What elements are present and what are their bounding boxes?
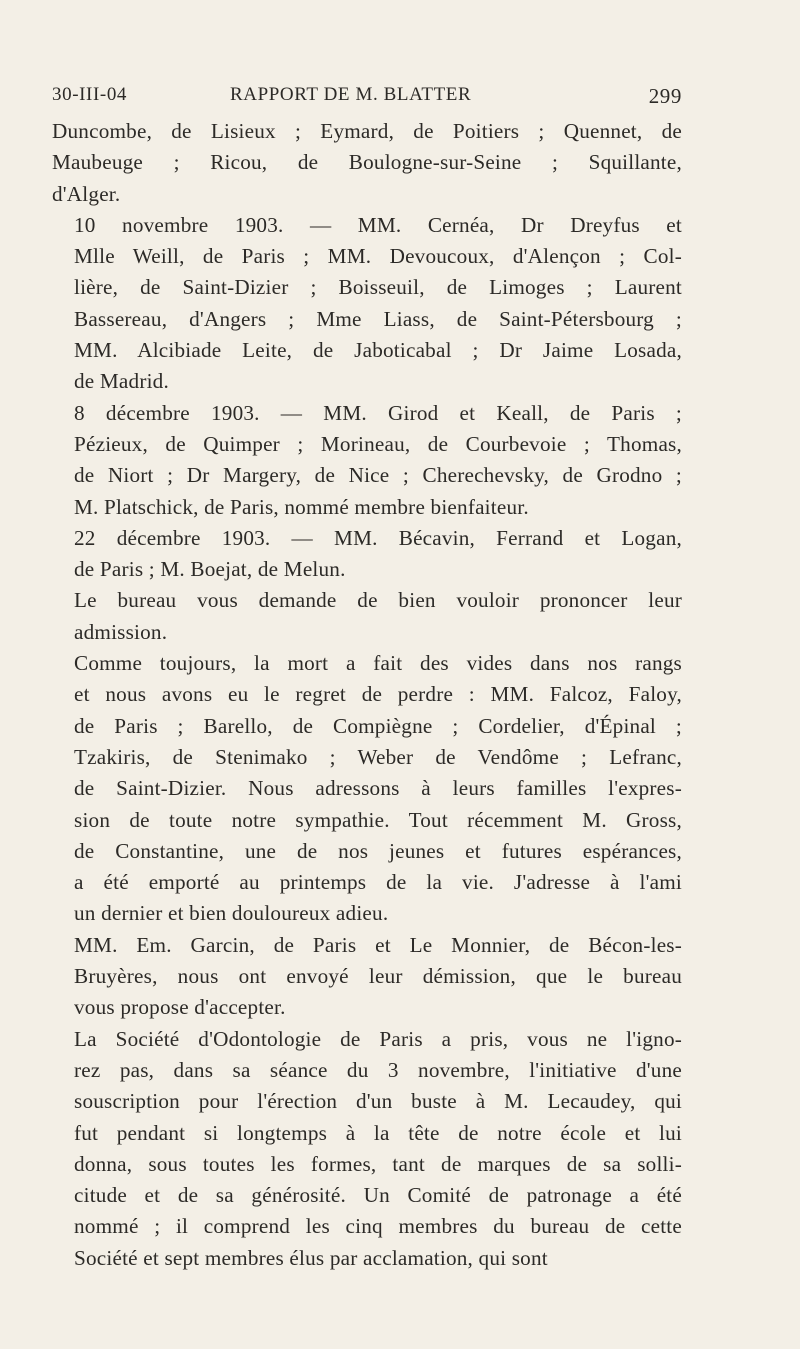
text-line: donna, sous toutes les formes, tant de marques de sa solli- bbox=[74, 1151, 682, 1176]
body-text bbox=[52, 116, 682, 1274]
text-line: a été emporté au printemps de la vie. J'adresse à l'ami bbox=[74, 870, 682, 895]
text-line: Duncombe, de Lisieux ; Eymard, de Poitiers ; Quennet, de bbox=[52, 119, 682, 143]
paragraph bbox=[52, 398, 682, 523]
paragraph bbox=[52, 648, 682, 930]
text-line: de Paris ; Barello, de Compiègne ; Cordelier, d'Épinal ; bbox=[74, 713, 682, 738]
text-line: un dernier et bien douloureux adieu. bbox=[74, 901, 389, 926]
text-line: sion de toute notre sympathie. Tout récemment M. Gross, bbox=[74, 807, 682, 832]
text-line: et nous avons eu le regret de perdre : MM. Falcoz, Faloy, bbox=[74, 682, 682, 707]
text-line: Bassereau, d'Angers ; Mme Liass, de Saint-Pétersbourg ; bbox=[74, 306, 682, 331]
text-line: rez pas, dans sa séance du 3 novembre, l'initiative d'une bbox=[74, 1057, 682, 1082]
text-line: fut pendant si longtemps à la tête de notre école et lui bbox=[74, 1120, 682, 1145]
paragraph bbox=[52, 585, 682, 648]
text-line: de Niort ; Dr Margery, de Nice ; Cherechevsky, de Grodno ; bbox=[74, 463, 682, 488]
text-line: M. Platschick, de Paris, nommé membre bienfaiteur. bbox=[74, 494, 529, 519]
text-line: souscription pour l'érection d'un buste à M. Lecaudey, qui bbox=[74, 1089, 682, 1114]
text-line: Tzakiris, de Stenimako ; Weber de Vendôme ; Lefranc, bbox=[74, 744, 682, 769]
text-line: vous propose d'accepter. bbox=[74, 995, 286, 1020]
header-date: 30-III-04 bbox=[52, 84, 128, 105]
text-line: d'Alger. bbox=[52, 181, 121, 206]
paragraph bbox=[52, 930, 682, 1024]
text-line: La Société d'Odontologie de Paris a pris, vous ne l'igno- bbox=[74, 1026, 682, 1051]
text-line: MM. Em. Garcin, de Paris et Le Monnier, de Bécon-les- bbox=[74, 932, 682, 957]
text-line: lière, de Saint-Dizier ; Boisseuil, de Limoges ; Laurent bbox=[74, 275, 682, 300]
page-number: 299 bbox=[648, 84, 682, 108]
text-line: Maubeuge ; Ricou, de Boulogne-sur-Seine ; Squillante, bbox=[52, 150, 682, 175]
text-line: de Constantine, une de nos jeunes et futures espérances, bbox=[74, 838, 682, 863]
text-line: Comme toujours, la mort a fait des vides dans nos rangs bbox=[74, 651, 682, 676]
paragraph bbox=[52, 523, 682, 586]
running-head bbox=[52, 84, 682, 114]
text-line: Société et sept membres élus par acclamation, qui sont bbox=[74, 1245, 548, 1270]
header-title: RAPPORT DE M. BLATTER bbox=[230, 84, 472, 105]
text-line: Mlle Weill, de Paris ; MM. Devoucoux, d'Alençon ; Col- bbox=[74, 244, 682, 269]
text-line: 22 décembre 1903. — MM. Bécavin, Ferrand et Logan, bbox=[74, 525, 682, 550]
text-line: citude et de sa générosité. Un Comité de patronage a été bbox=[74, 1183, 682, 1208]
text-line: de Madrid. bbox=[74, 369, 169, 394]
text-line: Pézieux, de Quimper ; Morineau, de Courbevoie ; Thomas, bbox=[74, 431, 682, 456]
text-line: Bruyères, nous ont envoyé leur démission, que le bureau bbox=[74, 964, 682, 989]
text-line: 10 novembre 1903. — MM. Cernéa, Dr Dreyfus et bbox=[74, 212, 682, 237]
text-line: nommé ; il comprend les cinq membres du bureau de cette bbox=[74, 1214, 682, 1239]
paragraph bbox=[52, 210, 682, 398]
paragraph bbox=[52, 116, 682, 210]
text-line: MM. Alcibiade Leite, de Jaboticabal ; Dr Jaime Losada, bbox=[74, 338, 682, 363]
paragraph bbox=[52, 1024, 682, 1274]
text-line: admission. bbox=[74, 619, 168, 644]
text-line: de Saint-Dizier. Nous adressons à leurs familles l'expres- bbox=[74, 776, 682, 801]
text-line: de Paris ; M. Boejat, de Melun. bbox=[74, 557, 346, 582]
text-line: 8 décembre 1903. — MM. Girod et Keall, de Paris ; bbox=[74, 400, 682, 425]
text-line: Le bureau vous demande de bien vouloir prononcer leur bbox=[74, 588, 682, 613]
